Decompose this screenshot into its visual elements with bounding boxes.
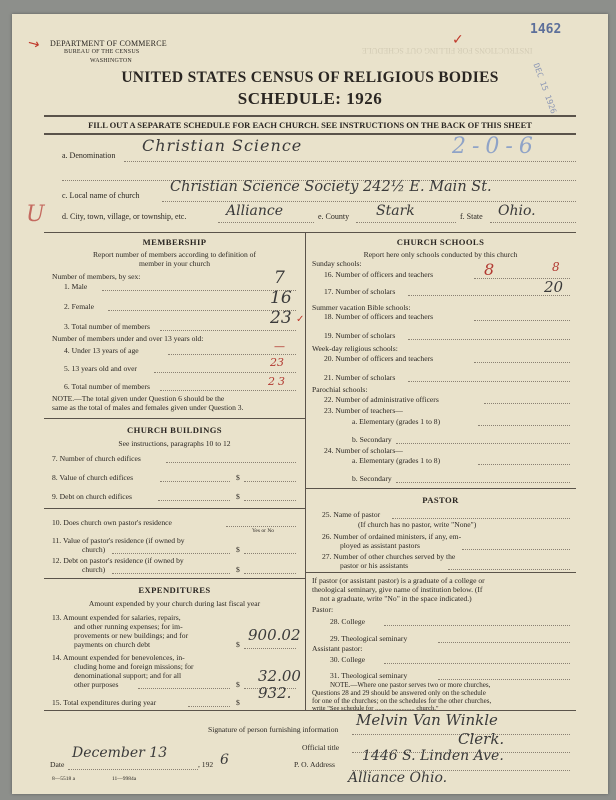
pastor-note-4: write "See schedule for ........................ church." [312, 705, 439, 712]
q25-label: 25. Name of pastor [322, 510, 381, 519]
q14-label: 14. Amount expended for benevolences, in- [52, 653, 185, 662]
q23b-label: b. Secondary [352, 435, 392, 444]
denomination-value: Christian Science [142, 136, 303, 155]
q8-label: 8. Value of church edifices [52, 473, 134, 482]
q17-value: 20 [544, 278, 564, 296]
bureau-name: BUREAU OF THE CENSUS [64, 49, 140, 55]
q13-label-3: provements or new buildings; and for [74, 631, 189, 640]
q13-value: 900.02 [248, 626, 301, 644]
date-label: Date [50, 760, 65, 769]
q24-label: 24. Number of scholars— [324, 446, 403, 455]
red-check-mark-icon: ✓ [452, 32, 464, 48]
po-address-value: 1446 S. Linden Ave. [362, 748, 504, 764]
buildings-sub: See instructions, paragraphs 10 to 12 [118, 439, 231, 448]
q26-label-2: ployed as assistant pastors [340, 541, 420, 550]
schools-intro: Report here only schools conducted by this church [363, 250, 518, 259]
q16-value: 8 [484, 260, 495, 279]
official-title-value: Clerk. [458, 730, 505, 748]
q28-label: 28. College [330, 617, 366, 626]
q3-total-label: 3. Total number of members [64, 322, 151, 331]
denomination-code: 2-0-6 [452, 134, 539, 159]
expenditures-heading: EXPENDITURES [138, 585, 211, 595]
q1-male-label: 1. Male [64, 282, 88, 291]
q16-label: 16. Number of officers and teachers [324, 270, 434, 279]
q15-value: 932. [258, 684, 292, 702]
pastor-heading: PASTOR [422, 495, 459, 505]
q30-label: 30. College [330, 655, 366, 664]
q9-label: 9. Debt on church edifices [52, 492, 132, 501]
date-year-prefix: , 192 [198, 760, 214, 769]
q12-dollar: $ [236, 565, 240, 574]
q24b-label: b. Secondary [352, 474, 392, 483]
q1-male-value: 7 [274, 268, 285, 288]
county-value: Stark [376, 203, 415, 219]
members-by-sex-label: Number of members, by sex: [52, 272, 141, 281]
q20-label: 20. Number of officers and teachers [324, 354, 434, 363]
stamp-date: DEC 15 1926 [531, 62, 559, 115]
schedule-title: SCHEDULE: 1926 [237, 89, 383, 108]
q26-label: 26. Number of ordained ministers, if any, em- [322, 532, 462, 541]
red-check-mark-icon: ✓ [296, 314, 305, 325]
stamp-number: 1462 [530, 22, 562, 37]
q10-label: 10. Does church own pastor's residence [52, 518, 172, 527]
print-number: 11—9984a [112, 776, 137, 782]
city-label: d. City, town, village, or township, etc. [62, 212, 187, 221]
signature-label: Signature of person furnishing information [208, 725, 339, 734]
official-title-label: Official title [302, 743, 340, 752]
q14-dollar: $ [236, 680, 240, 689]
q18-label: 18. Number of officers and teachers [324, 312, 434, 321]
q15-dollar: $ [236, 698, 240, 707]
state-label: f. State [460, 212, 483, 221]
membership-note: NOTE.—The total given under Question 6 should be the [52, 394, 225, 403]
q14-value: 32.00 [258, 667, 301, 685]
q17-label: 17. Number of scholars [324, 287, 396, 296]
q22-label: 22. Number of administrative officers [324, 395, 439, 404]
signature-value: Melvin Van Winkle [356, 711, 498, 729]
date-year-digit: 6 [220, 752, 229, 768]
q6-total-label: 6. Total number of members [64, 382, 151, 391]
under-over-label: Number of members under and over 13 years old: [52, 334, 204, 343]
q19-label: 19. Number of scholars [324, 331, 396, 340]
po-address-label: P. O. Address [294, 760, 335, 769]
weekday-schools-label: Week-day religious schools: [312, 344, 398, 353]
q21-label: 21. Number of scholars [324, 373, 396, 382]
q4-under13-label: 4. Under 13 years of age [64, 346, 139, 355]
grad-note: If pastor (or assistant pastor) is a graduate of a college or [312, 576, 485, 585]
city-value: Alliance [226, 203, 284, 219]
census-schedule-sheet [12, 14, 608, 794]
q9-dollar: $ [236, 492, 240, 501]
q13-dollar: $ [236, 640, 240, 649]
q12-label: 12. Debt on pastor's residence (if owned by [52, 556, 184, 565]
pastor-note-2: Questions 28 and 29 should be answered only on the schedule [312, 689, 486, 697]
q15-label: 15. Total expenditures during year [52, 698, 157, 707]
parochial-schools-label: Parochial schools: [312, 385, 368, 394]
pastor-note: NOTE.—Where one pastor serves two or more churches, [330, 681, 491, 689]
po-address-value-2: Alliance Ohio. [348, 770, 448, 786]
membership-intro-2: member in your church [138, 259, 211, 268]
q25-note: (If church has no pastor, write "None") [358, 520, 477, 529]
yes-no-hint: Yes or No [252, 528, 275, 534]
q13-label: 13. Amount expended for salaries, repairs, [52, 613, 181, 622]
state-value: Ohio. [498, 203, 536, 219]
q4-under13-value: — [274, 340, 285, 353]
q14-label-2: cluding home and foreign missions; for [74, 662, 194, 671]
q11-label: 11. Value of pastor's residence (if owned by [52, 536, 185, 545]
q13-label-2: and other running expenses; for im- [74, 622, 183, 631]
church-name-value: Christian Science Society 242½ E. Main St. [170, 179, 492, 195]
q23a-label: a. Elementary (grades 1 to 8) [352, 417, 441, 426]
q14-label-3: denominational support; and for all [74, 671, 182, 680]
bureau-city: WASHINGTON [90, 58, 132, 64]
membership-intro: Report number of members according to definition of [92, 250, 256, 259]
grad-note-3: not a graduate, write "No" in the space indicated.) [320, 594, 472, 603]
buildings-heading: CHURCH BUILDINGS [127, 425, 222, 435]
red-check-mark-icon: ↘ [24, 34, 43, 54]
q11-dollar: $ [236, 545, 240, 554]
county-label: e. County [318, 212, 350, 221]
q2-female-value: 16 [270, 288, 292, 308]
membership-heading: MEMBERSHIP [142, 237, 207, 247]
q5-over13-label: 5. 13 years old and over [64, 364, 137, 373]
membership-note-2: same as the total of males and females given under Question 3. [52, 403, 244, 412]
department-block [50, 39, 167, 66]
q13-label-4: payments on church debt [74, 640, 151, 649]
q3-total-value: 23 [270, 308, 292, 328]
margin-mark: U [26, 202, 45, 227]
pastor-label: Pastor: [312, 605, 334, 614]
summer-schools-label: Summer vacation Bible schools: [312, 303, 411, 312]
q2-female-label: 2. Female [64, 302, 94, 311]
q5-over13-value: 23 [270, 356, 284, 369]
q11-label-2: church) [82, 545, 106, 554]
q8-dollar: $ [236, 473, 240, 482]
watermark-text: INSTRUCTIONS FOR FILLING OUT SCHEDULE [362, 46, 533, 55]
q14-label-4: other purposes [74, 680, 119, 689]
q6-total-value: 23 [268, 375, 288, 388]
sunday-schools-label: Sunday schools: [312, 259, 362, 268]
q23-label: 23. Number of teachers— [324, 406, 403, 415]
instructions-line: FILL OUT A SEPARATE SCHEDULE FOR EACH CHURCH. SEE INSTRUCTIONS ON THE BACK OF THIS SHEET [88, 120, 532, 130]
date-value: December 13 [72, 745, 168, 761]
schools-heading: CHURCH SCHOOLS [396, 237, 485, 247]
q12-label-2: church) [82, 565, 106, 574]
form-title: UNITED STATES CENSUS OF RELIGIOUS BODIES [121, 69, 499, 86]
pastor-note-3: for one of the churches; on the schedules for the other churches, [312, 697, 492, 705]
q7-label: 7. Number of church edifices [52, 454, 141, 463]
q31-label: 31. Theological seminary [330, 671, 408, 680]
grad-note-2: theological seminary, give name of institution below. (If [312, 585, 483, 594]
q24a-label: a. Elementary (grades 1 to 8) [352, 456, 441, 465]
q16-value-check: 8 [552, 260, 560, 274]
q29-label: 29. Theological seminary [330, 634, 408, 643]
church-name-label: c. Local name of church [62, 191, 140, 200]
assistant-pastor-label: Assistant pastor: [312, 644, 363, 653]
department-name: DEPARTMENT OF COMMERCE [50, 39, 167, 48]
denomination-label: a. Denomination [62, 151, 116, 160]
expenditures-sub: Amount expended by your church during last fiscal year [88, 599, 261, 608]
q27-label-2: pastor or his assistants [340, 561, 409, 570]
form-number: 8—5518 a [52, 776, 76, 782]
q27-label: 27. Number of other churches served by the [322, 552, 456, 561]
